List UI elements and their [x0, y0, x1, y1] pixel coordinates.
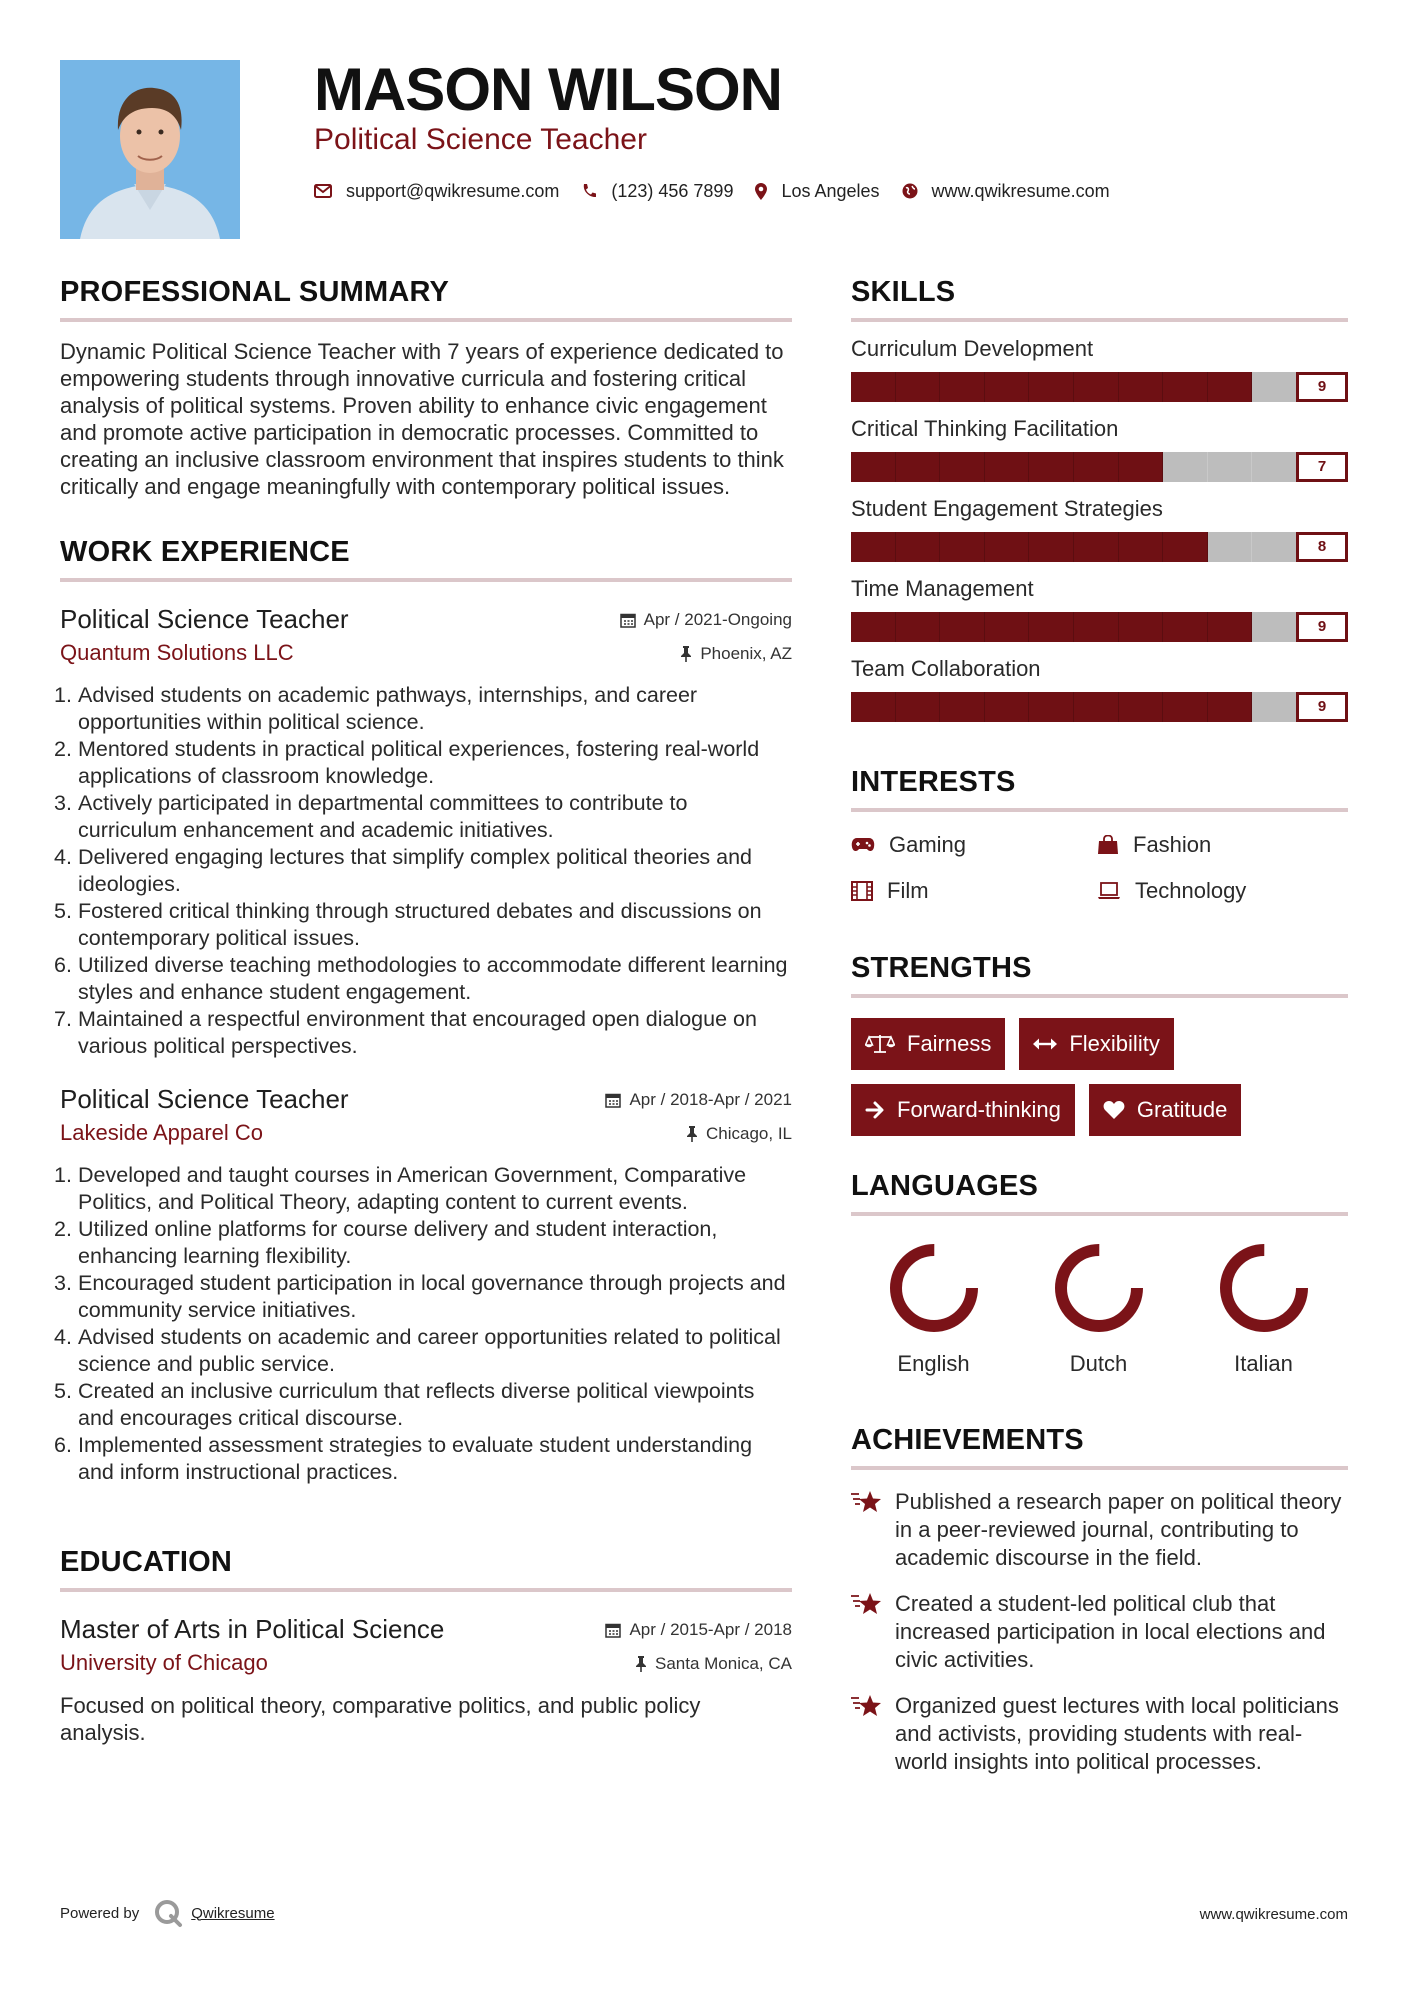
skill-bar-segment: [985, 692, 1030, 722]
job-company: Lakeside Apparel Co: [60, 1120, 264, 1145]
calendar-icon: [605, 1622, 621, 1638]
skill-bar-segment: [940, 452, 985, 482]
job-company: Quantum Solutions LLC: [60, 640, 294, 665]
section-divider: [851, 318, 1348, 322]
phone-icon: [581, 183, 597, 199]
skills-list: [851, 334, 1348, 722]
skill-bar-segment: [896, 532, 941, 562]
website-text: www.qwikresume.com: [931, 180, 1110, 201]
skill-bar-segment: [1163, 372, 1208, 402]
star-award-icon: [851, 1694, 883, 1718]
skill-bar-segment: [1119, 452, 1164, 482]
skill-bar-segment: [1163, 452, 1208, 482]
pushpin-icon: [635, 1656, 647, 1672]
skill-bar-segment: [1252, 692, 1296, 722]
education-entry: [60, 1612, 792, 1746]
candidate-name: MASON WILSON: [314, 56, 782, 123]
summary-text: Dynamic Political Science Teacher with 7 years of experience dedicated to empowering students through innovative curricula and fostering critical analysis of political systems. Proven ability to enhance civic engagement and promote active participation in democratic processes. Committed to creating an inclusive classroom environment that inspires students to think critically and engage meaningfully with contemporary political issues.: [60, 339, 784, 499]
language-level-arc: [896, 1250, 972, 1326]
skill-bar-segment: [1029, 692, 1074, 722]
language-item: [851, 1242, 1016, 1378]
map-pin-icon: [755, 183, 767, 200]
job-duties: [54, 682, 792, 1060]
skill-bar-segment: [851, 452, 896, 482]
section-divider: [60, 318, 792, 322]
duty-item: 1. Advised students on academic pathways, internships, and career opportunities within political science.: [54, 683, 698, 734]
candidate-title: Political Science Teacher: [314, 123, 647, 156]
interest-label: Gaming: [889, 832, 967, 857]
skill-item: [851, 654, 1348, 722]
strength-label: Fairness: [907, 1031, 992, 1056]
achievement-item: [851, 1488, 1348, 1572]
school-name: University of Chicago: [60, 1650, 268, 1675]
footer-powered-by: [60, 1898, 275, 1928]
strength-label: Gratitude: [1136, 1097, 1228, 1122]
profile-photo: [60, 60, 240, 239]
language-name: Dutch: [1069, 1351, 1128, 1376]
interest-item: [851, 876, 1097, 906]
skill-bar-segment: [940, 372, 985, 402]
skills-heading: SKILLS: [851, 276, 956, 308]
contact-bar: [314, 176, 1132, 206]
degree-title: Master of Arts in Political Science: [60, 1614, 445, 1644]
skill-bar-segment: [851, 532, 896, 562]
person-photo-illustration: [60, 60, 240, 239]
strength-label: Flexibility: [1069, 1031, 1160, 1056]
interest-item: [1097, 830, 1343, 860]
skill-name: Team Collaboration: [851, 656, 1041, 681]
contact-phone[interactable]: [581, 181, 733, 202]
skill-score: 8: [1296, 532, 1348, 562]
heart-icon: [1103, 1100, 1125, 1120]
shopping-bag-icon: [1097, 835, 1119, 855]
interest-label: Film: [887, 878, 929, 903]
achievement-item: [851, 1692, 1348, 1776]
strength-tag: [1089, 1084, 1242, 1136]
right-column: [851, 272, 1348, 1776]
job-entry: [54, 1082, 792, 1486]
interest-label: Technology: [1135, 878, 1247, 903]
skill-bar-segment: [985, 612, 1030, 642]
job-date-text: Apr / 2021-Ongoing: [643, 610, 792, 629]
skill-name: Time Management: [851, 576, 1034, 601]
calendar-icon: [605, 1092, 621, 1108]
skill-meter: [851, 612, 1348, 642]
languages-section: [851, 1166, 1348, 1378]
skill-bar-segment: [985, 372, 1030, 402]
skill-meter: [851, 372, 1348, 402]
language-level-arc: [1226, 1250, 1302, 1326]
skill-bar-segment: [1119, 692, 1164, 722]
education-description: Focused on political theory, comparative politics, and public policy analysis.: [60, 1693, 701, 1745]
skill-bar-segment: [1163, 692, 1208, 722]
skill-bar-segment: [1074, 692, 1119, 722]
language-level-ring: [888, 1242, 980, 1334]
duty-item: 1. Developed and taught courses in American Government, Comparative Politics, and Political Theory, adapting content to current events.: [54, 1163, 747, 1214]
duty-item: 6. Utilized diverse teaching methodologies to accommodate different learning styles and enhance student engagement.: [54, 953, 788, 1004]
job-entry: [54, 602, 792, 1060]
education-heading: EDUCATION: [60, 1546, 233, 1578]
arrow-right-icon: [865, 1100, 885, 1120]
skill-bar-segment: [851, 692, 896, 722]
contact-website[interactable]: [902, 181, 1110, 202]
skill-bar-segment: [1119, 612, 1164, 642]
strengths-list: [851, 1018, 1348, 1136]
skill-bar-segment: [896, 372, 941, 402]
skill-item: [851, 334, 1348, 402]
language-level-arc: [1061, 1250, 1137, 1326]
globe-icon: [902, 183, 918, 199]
skill-bar-segment: [940, 612, 985, 642]
qwikresume-logo-icon: [153, 1898, 183, 1928]
skill-score: 9: [1296, 612, 1348, 642]
interest-item: [851, 830, 1097, 860]
duty-item: 2. Mentored students in practical political experiences, fostering real-world applications of classroom knowledge.: [54, 737, 760, 788]
skill-bar-segment: [851, 372, 896, 402]
gamepad-icon: [851, 837, 875, 853]
left-column: [54, 272, 792, 1746]
skill-bar-segment: [1074, 532, 1119, 562]
interests-list: [851, 830, 1348, 906]
envelope-icon: [314, 184, 332, 198]
balance-scale-icon: [865, 1034, 895, 1054]
job-date: [605, 1090, 792, 1110]
skill-bar-segment: [1208, 692, 1253, 722]
section-divider: [60, 1588, 792, 1592]
job-title: Political Science Teacher: [60, 604, 349, 634]
strengths-heading: STRENGTHS: [851, 952, 1032, 984]
strength-tag: [851, 1084, 1075, 1136]
duty-item: 3. Encouraged student participation in local governance through projects and community service initiatives.: [54, 1271, 786, 1322]
interest-item: [1097, 876, 1343, 906]
section-divider: [851, 1466, 1348, 1470]
section-divider: [851, 808, 1348, 812]
section-divider: [60, 578, 792, 582]
skill-score: 9: [1296, 692, 1348, 722]
skill-score: 7: [1296, 452, 1348, 482]
skill-bar-segment: [940, 692, 985, 722]
duty-item: 5. Fostered critical thinking through structured debates and discussions on contemporary political issues.: [54, 899, 762, 950]
skill-score: 9: [1296, 372, 1348, 402]
skill-bar-segment: [1029, 452, 1074, 482]
skill-item: [851, 574, 1348, 642]
skill-bar-segment: [1252, 612, 1296, 642]
education-location: [635, 1654, 792, 1674]
skill-meter: [851, 452, 1348, 482]
contact-location: [755, 181, 879, 202]
skill-meter: [851, 692, 1348, 722]
duty-item: 4. Advised students on academic and career opportunities related to political science and public service.: [54, 1325, 781, 1376]
skill-bar-segment: [1074, 372, 1119, 402]
skill-bar-segment: [1074, 612, 1119, 642]
summary-section: [60, 272, 792, 500]
skill-bar-segment: [1252, 532, 1296, 562]
email-text: support@qwikresume.com: [346, 180, 560, 201]
interest-label: Fashion: [1133, 832, 1212, 857]
skill-bar-segment: [1163, 612, 1208, 642]
skill-bar: [851, 692, 1296, 722]
location-text: Los Angeles: [781, 180, 880, 201]
arrows-horizontal-icon: [1033, 1037, 1057, 1051]
powered-by-label: Powered by: [60, 1904, 140, 1922]
education-location-text: Santa Monica, CA: [654, 1654, 792, 1673]
duty-item: 2. Utilized online platforms for course delivery and student interaction, enhancing learning flexibility.: [54, 1217, 718, 1268]
achievement-text: Published a research paper on political theory in a peer-reviewed journal, contributing to academic discourse in the field.: [895, 1489, 1342, 1570]
skill-name: Curriculum Development: [851, 336, 1094, 361]
language-name: English: [897, 1351, 970, 1376]
skill-bar-segment: [1208, 452, 1253, 482]
duty-item: 7. Maintained a respectful environment that encouraged open dialogue on various political perspectives.: [54, 1007, 757, 1058]
skills-section: [851, 272, 1348, 722]
skill-bar-segment: [851, 612, 896, 642]
interests-heading: INTERESTS: [851, 766, 1016, 798]
language-item: [1016, 1242, 1181, 1378]
star-award-icon: [851, 1592, 883, 1616]
section-divider: [851, 1212, 1348, 1216]
skill-bar: [851, 452, 1296, 482]
languages-list: [851, 1242, 1348, 1378]
education-section: [60, 1542, 792, 1746]
contact-email[interactable]: [314, 181, 559, 202]
language-level-ring: [1218, 1242, 1310, 1334]
skill-bar-segment: [1119, 532, 1164, 562]
job-title: Political Science Teacher: [60, 1084, 349, 1114]
skill-bar-segment: [1252, 372, 1296, 402]
calendar-icon: [620, 612, 636, 628]
skill-name: Student Engagement Strategies: [851, 496, 1163, 521]
skill-bar-segment: [1029, 612, 1074, 642]
pushpin-icon: [680, 646, 692, 662]
education-date-text: Apr / 2015-Apr / 2018: [629, 1620, 792, 1639]
duty-item: 3. Actively participated in departmental committees to contribute to curriculum enhancement and academic initiatives.: [54, 791, 688, 842]
languages-heading: LANGUAGES: [851, 1170, 1039, 1202]
skill-bar-segment: [940, 532, 985, 562]
skill-bar-segment: [1252, 452, 1296, 482]
job-location: [680, 644, 792, 664]
skill-bar-segment: [1029, 372, 1074, 402]
skill-bar-segment: [985, 452, 1030, 482]
job-location-text: Chicago, IL: [706, 1124, 792, 1143]
section-divider: [851, 994, 1348, 998]
strength-tag: [851, 1018, 1005, 1070]
strengths-section: [851, 948, 1348, 1136]
education-date: [605, 1620, 792, 1640]
experience-heading: WORK EXPERIENCE: [60, 536, 350, 568]
strength-label: Forward-thinking: [897, 1097, 1061, 1122]
skill-bar-segment: [896, 612, 941, 642]
job-date-text: Apr / 2018-Apr / 2021: [629, 1090, 792, 1109]
skill-bar-segment: [1208, 612, 1253, 642]
skill-bar: [851, 372, 1296, 402]
skill-bar-segment: [1208, 372, 1253, 402]
language-name: Italian: [1234, 1351, 1293, 1376]
skill-name: Critical Thinking Facilitation: [851, 416, 1119, 441]
skill-bar-segment: [896, 692, 941, 722]
skill-bar-segment: [1163, 532, 1208, 562]
laptop-icon: [1097, 882, 1121, 900]
strength-tag: [1019, 1018, 1173, 1070]
phone-text: (123) 456 7899: [611, 180, 734, 201]
skill-bar-segment: [1074, 452, 1119, 482]
skill-item: [851, 494, 1348, 562]
skill-bar: [851, 612, 1296, 642]
skill-meter: [851, 532, 1348, 562]
pushpin-icon: [686, 1126, 698, 1142]
achievement-text: Organized guest lectures with local politicians and activists, providing students with real-world insights into political processes.: [895, 1693, 1339, 1774]
achievement-item: [851, 1590, 1348, 1674]
skill-bar-segment: [1208, 532, 1253, 562]
achievement-text: Created a student-led political club that increased participation in local elections and civic activities.: [895, 1591, 1326, 1672]
skill-bar-segment: [985, 532, 1030, 562]
footer-website[interactable]: www.qwikresume.com: [1199, 1906, 1348, 1923]
language-item: [1181, 1242, 1346, 1378]
brand-link[interactable]: Qwikresume: [191, 1904, 275, 1922]
job-date: [620, 610, 792, 630]
summary-heading: PROFESSIONAL SUMMARY: [60, 276, 450, 308]
skill-bar-segment: [1029, 532, 1074, 562]
skill-bar-segment: [896, 452, 941, 482]
duty-item: 6. Implemented assessment strategies to evaluate student understanding and inform instructional practices.: [54, 1433, 753, 1484]
experience-section: [54, 532, 792, 1486]
job-duties: [54, 1162, 792, 1486]
star-award-icon: [851, 1490, 883, 1514]
job-location-text: Phoenix, AZ: [700, 644, 792, 663]
language-level-ring: [1053, 1242, 1145, 1334]
achievements-heading: ACHIEVEMENTS: [851, 1424, 1084, 1456]
duty-item: 5. Created an inclusive curriculum that reflects diverse political viewpoints and encourages critical discourse.: [54, 1379, 755, 1430]
film-icon: [851, 881, 873, 901]
job-location: [686, 1124, 792, 1144]
achievements-section: [851, 1420, 1348, 1776]
skill-bar: [851, 532, 1296, 562]
duty-item: 4. Delivered engaging lectures that simplify complex political theories and ideologies.: [54, 845, 753, 896]
skill-item: [851, 414, 1348, 482]
interests-section: [851, 762, 1348, 906]
skill-bar-segment: [1119, 372, 1164, 402]
